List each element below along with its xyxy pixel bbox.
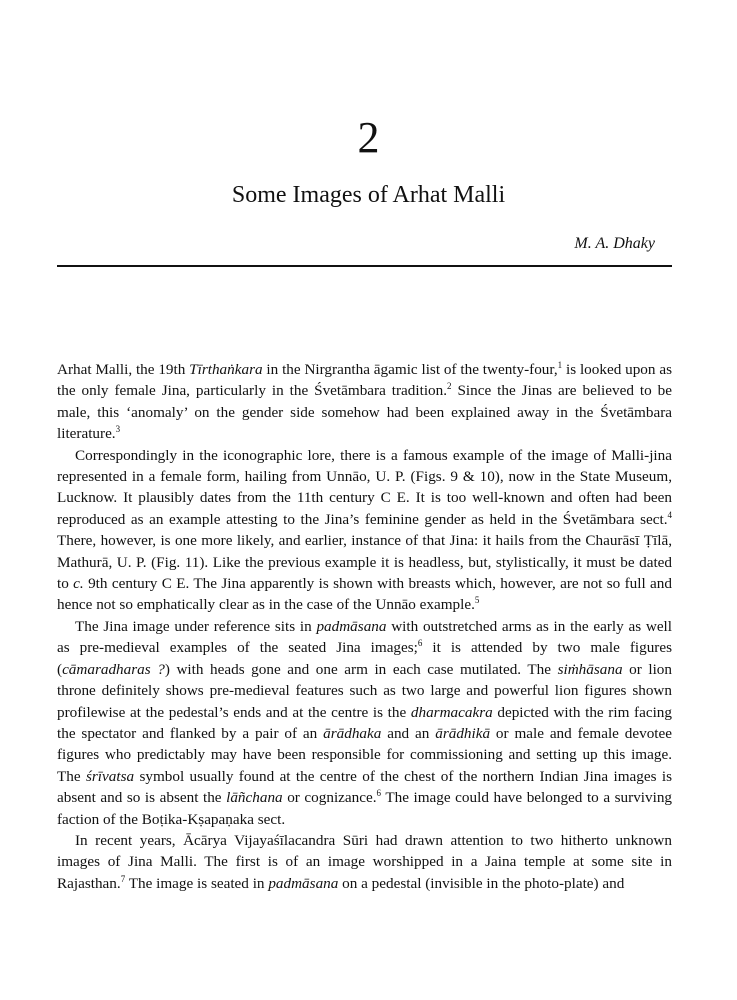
chapter-title: Some Images of Arhat Malli (231, 182, 506, 208)
footnote-marker: 7 (120, 873, 126, 884)
text-run: 9th century C E. The Jina apparently is shown with breasts which, however, are not so full and hence not so emphatically clear as in the case of the Unnāo example. (57, 575, 672, 614)
text-run: in the Nirgrantha āgamic list of the twenty-four, (262, 361, 558, 378)
italic-term: śrīvatsa (85, 767, 135, 785)
body-text (57, 359, 672, 894)
italic-term: ārādhaka (323, 724, 382, 742)
paragraph (57, 830, 672, 894)
chapter-number: 2 (357, 113, 380, 162)
text-run: The image could have belonged to a surviving faction of the Boṭika-Kṣapaṇaka sect. (57, 789, 673, 828)
text-run: or male and female devotee figures who predictably may have been responsible for commissioning and setting up this image. The (57, 724, 673, 785)
text-run: depicted with the rim facing the spectator and flanked by a pair of an (57, 703, 672, 742)
footnote-marker: 6 (417, 638, 423, 649)
paragraph (57, 359, 672, 445)
italic-term: cāmaradharas ? (62, 660, 165, 678)
italic-term: dharmacakra (410, 703, 493, 721)
footnote-marker: 2 (447, 381, 452, 392)
italic-term: Tīrthaṅkara (189, 361, 263, 378)
text-run: and an (381, 724, 436, 742)
header-rule (57, 265, 672, 267)
text-run: Correspondingly in the iconographic lore, there is a famous example of the image of Malli-jina represented in a female form, hailing from Unnāo, U. P. (Figs. 9 & 10), now in the State Museum, Lucknow. It plausibly dates from the 11th century C E. It is too well-known and often had been reproduced as an example attesting to the Jina’s feminine gender as held in the Śvetāmbara sect. (57, 446, 672, 528)
italic-term: lāñchana (226, 789, 283, 807)
text-run: Since the Jinas are believed to be male, this ‘anomaly’ on the gender side somehow had been explained away in the Śvetāmbara literature. (57, 382, 672, 443)
text-run: with outstretched arms as in the early as well as pre-medieval examples of the seated Jina images; (57, 617, 672, 657)
footnote-marker: 6 (376, 788, 382, 799)
text-run: In recent years, Ācārya Vijayaśīlacandra Sūri had drawn attention to two hitherto unknown images of Jina Malli. The first is of an image worshipped in a Jaina temple at some site in Rajasthan. (57, 831, 672, 892)
paragraph (57, 445, 672, 616)
paragraph (57, 616, 672, 830)
italic-term: siṁhāsana (557, 660, 623, 678)
text-run: is looked upon as the only female Jina, particularly in the Śvetāmbara tradition. (57, 361, 672, 400)
text-run: it is attended by two male figures ( (57, 639, 672, 678)
text-run: The Jina image under reference sits in (75, 617, 317, 635)
text-run: There, however, is one more likely, and earlier, instance of that Jina: it hails from the Chaurāsī Ṭīlā, Mathurā, U. P. (Fig. 11). Like the previous example it is headless, but, stylistically, it must be dated to (57, 532, 672, 593)
italic-term: padmāsana (268, 874, 339, 892)
footnote-marker: 3 (115, 424, 121, 435)
text-run: Arhat Malli, the 19th (57, 361, 190, 378)
text-run: or cognizance. (282, 789, 377, 807)
text-run: on a pedestal (invisible in the photo-plate) and (338, 874, 625, 892)
footnote-marker: 4 (667, 509, 672, 520)
author-name: M. A. Dhaky (574, 235, 655, 252)
text-run: or lion throne definitely shows pre-medieval features such as two large and powerful lion figures shown profilewise at the pedestal’s ends and at the centre is the (57, 660, 672, 721)
italic-term: c. (73, 575, 84, 593)
footnote-marker: 5 (474, 595, 480, 606)
footnote-marker: 1 (557, 360, 563, 370)
text-run: The image is seated in (125, 874, 269, 892)
italic-term: ārādhikā (435, 724, 491, 742)
italic-term: padmāsana (316, 617, 387, 635)
text-run: symbol usually found at the centre of the chest of the northern Indian Jina images is absent and so is absent the (57, 767, 672, 807)
text-run: ) with heads gone and one arm in each case mutilated. The (164, 660, 558, 678)
